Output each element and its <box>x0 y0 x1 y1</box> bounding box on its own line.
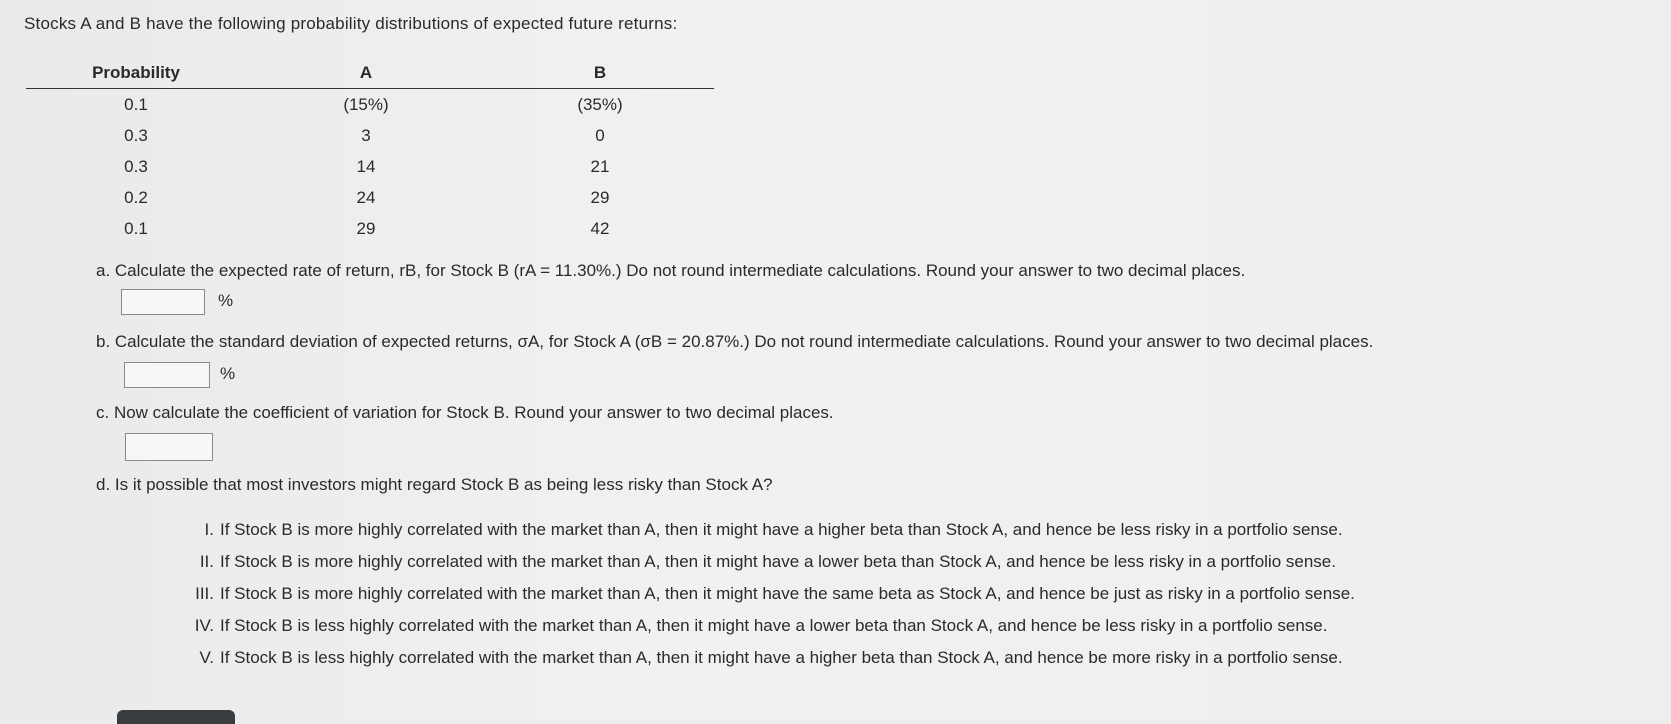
answer-b-unit: % <box>220 364 236 383</box>
cell-stock-a: 24 <box>356 187 376 207</box>
option-numeral: IV. <box>194 616 214 635</box>
problem-intro: Stocks A and B have the following probability distributions of expected future returns: <box>24 14 678 33</box>
header-stock-a: A <box>246 58 486 89</box>
option-iv[interactable] <box>172 610 1355 642</box>
table-row <box>26 182 714 213</box>
cell-probability: 0.2 <box>124 187 148 207</box>
cell-probability: 0.1 <box>124 218 148 238</box>
answer-a-unit: % <box>218 291 234 310</box>
option-iii[interactable] <box>172 578 1355 610</box>
cell-stock-b: 29 <box>590 187 610 207</box>
question-a: a. Calculate the expected rate of return, rB, for Stock B (rA = 11.30%.) Do not round intermediate calculations. Round your answer to two decimal places. <box>96 261 1246 280</box>
answer-c-input[interactable] <box>125 433 213 461</box>
option-numeral: I. <box>204 520 214 539</box>
cell-stock-a: 3 <box>361 125 371 145</box>
table-row <box>26 120 714 151</box>
answer-b-input[interactable] <box>124 362 210 388</box>
table-row <box>26 151 714 182</box>
answer-a-input[interactable] <box>121 289 205 315</box>
option-i[interactable] <box>172 514 1355 546</box>
option-text: If Stock B is more highly correlated with the market than A, then it might have the same beta as Stock A, and hence be just as risky in a portfolio sense. <box>220 584 1355 603</box>
table-row <box>26 213 714 244</box>
probability-distribution-table <box>26 58 714 244</box>
cell-probability: 0.1 <box>124 94 148 114</box>
cell-stock-a: (15%) <box>343 94 389 114</box>
question-b: b. Calculate the standard deviation of expected returns, σA, for Stock A (σB = 20.87%.) Do not round intermediate calculations. Round your answer to two decimal places. <box>96 332 1374 351</box>
option-numeral: V. <box>199 648 214 667</box>
cell-stock-b: 21 <box>590 156 610 176</box>
cell-probability: 0.3 <box>124 125 148 145</box>
option-numeral: II. <box>199 552 214 571</box>
dropdown-button[interactable] <box>117 710 235 724</box>
header-probability: Probability <box>26 58 246 89</box>
option-numeral: III. <box>195 584 214 603</box>
cell-stock-b: (35%) <box>577 94 623 114</box>
question-d: d. Is it possible that most investors might regard Stock B as being less risky than Stock A? <box>96 475 773 494</box>
option-ii[interactable] <box>172 546 1355 578</box>
question-c: c. Now calculate the coefficient of variation for Stock B. Round your answer to two decimal places. <box>96 403 834 422</box>
option-text: If Stock B is less highly correlated with the market than A, then it might have a higher beta than Stock A, and hence be more risky in a portfolio sense. <box>220 648 1343 667</box>
option-text: If Stock B is more highly correlated with the market than A, then it might have a lower beta than Stock A, and hence be less risky in a portfolio sense. <box>220 552 1336 571</box>
header-stock-b: B <box>486 58 714 89</box>
option-text: If Stock B is more highly correlated with the market than A, then it might have a higher beta than Stock A, and hence be less risky in a portfolio sense. <box>220 520 1343 539</box>
cell-stock-a: 14 <box>356 156 376 176</box>
cell-stock-a: 29 <box>356 218 376 238</box>
table-row <box>26 89 714 121</box>
option-v[interactable] <box>172 642 1355 674</box>
answer-options-list <box>172 514 1355 674</box>
cell-stock-b: 0 <box>595 125 605 145</box>
option-text: If Stock B is less highly correlated with the market than A, then it might have a lower beta than Stock A, and hence be less risky in a portfolio sense. <box>220 616 1328 635</box>
cell-stock-b: 42 <box>590 218 610 238</box>
table-header-row <box>26 58 714 89</box>
cell-probability: 0.3 <box>124 156 148 176</box>
